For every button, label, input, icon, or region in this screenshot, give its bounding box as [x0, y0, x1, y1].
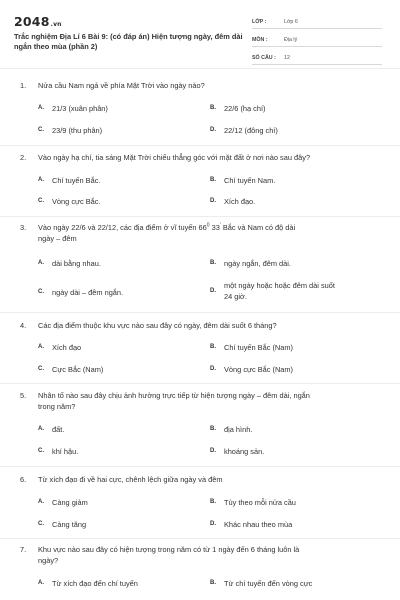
question-divider — [0, 312, 400, 313]
meta-row-subject — [252, 34, 382, 47]
option-text: Xích đạo — [52, 343, 82, 352]
question-number: 1. — [20, 81, 27, 90]
document-meta — [252, 16, 382, 70]
option-letter: B. — [210, 499, 216, 505]
option-letter: C. — [38, 366, 44, 372]
question-text: Vào ngày hạ chí, tia sáng Mặt Trời chiếu thẳng góc với mặt đất ở nơi nào sau đây? — [38, 153, 311, 162]
question-number: 5. — [20, 391, 27, 400]
question-text: Từ xích đạo đi về hai cực, chênh lệch giữa ngày và đêm — [38, 475, 223, 484]
option-letter: D. — [210, 288, 216, 294]
option-b[interactable] — [210, 497, 296, 508]
meta-row-count — [252, 52, 382, 65]
question-number: 4. — [20, 321, 27, 330]
option-c[interactable] — [38, 196, 101, 207]
option-text: Vòng cực Bắc (Nam) — [224, 365, 294, 374]
meta-value: Địa lý — [284, 37, 298, 43]
header-divider — [0, 68, 400, 69]
option-a[interactable] — [38, 342, 81, 353]
option-text — [224, 280, 335, 302]
option-text-line: một ngày hoặc hoặc đêm dài suốt — [224, 281, 335, 290]
meta-label: LỚP : — [252, 19, 267, 25]
question-text — [38, 222, 386, 244]
option-c[interactable] — [38, 519, 86, 530]
option-text: Chí tuyến Bắc. — [52, 176, 101, 185]
question-divider — [0, 216, 400, 217]
option-d[interactable] — [210, 364, 293, 375]
option-text: khí hậu. — [52, 447, 79, 456]
logo-suffix: .vn — [50, 21, 62, 28]
option-letter: D. — [210, 521, 216, 527]
option-letter: A. — [38, 499, 44, 505]
question-divider — [0, 466, 400, 467]
option-text: 21/3 (xuân phân) — [52, 104, 108, 113]
question-text-part: Khu vực nào sau đây có hiện tượng trong năm có từ 1 ngày đến 6 tháng luôn là — [38, 545, 300, 554]
question-text: Nửa cầu Nam ngả về phía Mặt Trời vào ngày nào? — [38, 81, 205, 90]
option-letter: A. — [38, 580, 44, 586]
option-text: Khác nhau theo mùa — [224, 520, 293, 529]
meta-label: SỐ CÂU : — [252, 55, 276, 61]
option-letter: A. — [38, 260, 44, 266]
option-text: Xích đạo. — [224, 197, 256, 206]
option-text: Cực Bắc (Nam) — [52, 365, 104, 374]
option-text: Càng tăng — [52, 520, 87, 529]
option-letter: B. — [210, 177, 216, 183]
option-text: Chí tuyến Bắc (Nam) — [224, 343, 294, 352]
option-text: khoáng sản. — [224, 447, 265, 456]
option-letter: C. — [38, 521, 44, 527]
option-d[interactable] — [210, 519, 292, 530]
option-d[interactable] — [210, 125, 278, 136]
question-text-part: Vào ngày 22/6 và 22/12, các địa điểm ở vĩ tuyến 66 — [38, 223, 207, 232]
question-divider — [0, 145, 400, 146]
question-text-part: Bắc và Nam có độ dài — [220, 223, 296, 232]
option-text: địa hình. — [224, 425, 253, 434]
option-letter: B. — [210, 426, 216, 432]
option-text: Chí tuyến Nam. — [224, 176, 276, 185]
option-text: Từ xích đạo đến chí tuyến — [52, 579, 138, 588]
option-c[interactable] — [38, 446, 78, 457]
option-text: Từ chí tuyến đến vòng cực — [224, 579, 313, 588]
question-text — [38, 390, 386, 412]
option-d[interactable] — [210, 280, 335, 302]
option-text: 22/12 (đông chí) — [224, 126, 278, 135]
option-letter: C. — [38, 198, 44, 204]
option-letter: B. — [210, 580, 216, 586]
question-text: Các địa điểm thuộc khu vực nào sau đây có ngày, đêm dài suốt 6 tháng? — [38, 321, 277, 330]
question-number: 3. — [20, 223, 27, 232]
option-text: 23/9 (thu phân) — [52, 126, 103, 135]
question-text-part: 33 — [209, 223, 220, 232]
question-text-part: ngày? — [38, 556, 59, 565]
logo-text: 2048 — [14, 14, 50, 29]
option-text: Vòng cực Bắc. — [52, 197, 101, 206]
meta-value: Lớp 6 — [284, 19, 298, 25]
option-c[interactable] — [38, 364, 103, 375]
option-a[interactable] — [38, 424, 64, 435]
option-letter: C. — [38, 127, 44, 133]
option-a[interactable] — [38, 258, 101, 269]
option-letter: B. — [210, 344, 216, 350]
option-a[interactable] — [38, 175, 100, 186]
option-text: Càng giảm — [52, 498, 88, 507]
option-letter: C. — [38, 448, 44, 454]
page-header — [0, 0, 400, 68]
option-b[interactable] — [210, 103, 266, 114]
option-text: ngày ngắn, đêm dài. — [224, 259, 291, 268]
option-a[interactable] — [38, 497, 88, 508]
question-divider — [0, 538, 400, 539]
option-text: 22/6 (hạ chí) — [224, 104, 266, 113]
question-number: 2. — [20, 153, 27, 162]
option-text: ngày dài – đêm ngắn. — [52, 288, 124, 297]
option-b[interactable] — [210, 258, 291, 269]
question-number: 6. — [20, 475, 27, 484]
minute-sup: ' — [219, 222, 221, 229]
option-a[interactable] — [38, 578, 138, 589]
option-letter: A. — [38, 177, 44, 183]
option-c[interactable] — [38, 125, 102, 136]
option-letter: A. — [38, 105, 44, 111]
option-d[interactable] — [210, 196, 255, 207]
option-b[interactable] — [210, 578, 312, 589]
option-letter: C. — [38, 289, 44, 295]
option-b[interactable] — [210, 175, 275, 186]
option-letter: B. — [210, 105, 216, 111]
option-c[interactable] — [38, 287, 123, 298]
question-text — [38, 544, 386, 566]
option-letter: D. — [210, 127, 216, 133]
question-divider — [0, 383, 400, 384]
option-text: đất. — [52, 425, 65, 434]
option-d[interactable] — [210, 446, 264, 457]
option-letter: B. — [210, 260, 216, 266]
option-letter: A. — [38, 344, 44, 350]
meta-row-class — [252, 16, 382, 29]
question-text-part: trong năm? — [38, 402, 76, 411]
question-text-part: ngày – đêm — [38, 234, 77, 243]
option-text: Tùy theo mỗi nửa cầu — [224, 498, 296, 507]
question-number: 7. — [20, 545, 27, 554]
degree-sup: 0 — [206, 222, 210, 229]
option-b[interactable] — [210, 342, 293, 353]
site-logo[interactable] — [14, 14, 62, 29]
question-text-part: Nhân tố nào sau đây chịu ảnh hưởng trực tiếp từ hiện tượng ngày – đêm dài, ngắn — [38, 391, 310, 400]
option-a[interactable] — [38, 103, 108, 114]
meta-label: MÔN : — [252, 37, 268, 43]
option-letter: D. — [210, 448, 216, 454]
document-title: Trắc nghiệm Địa Lí 6 Bài 9: (có đáp án) Hiện tượng ngày, đêm dài ngắn theo mùa (phần 2) — [14, 32, 243, 51]
meta-value: 12 — [284, 55, 290, 61]
option-b[interactable] — [210, 424, 252, 435]
option-letter: D. — [210, 198, 216, 204]
option-letter: A. — [38, 426, 44, 432]
option-text: dài bằng nhau. — [52, 259, 101, 268]
option-letter: D. — [210, 366, 216, 372]
option-text-line: 24 giờ. — [224, 292, 247, 301]
